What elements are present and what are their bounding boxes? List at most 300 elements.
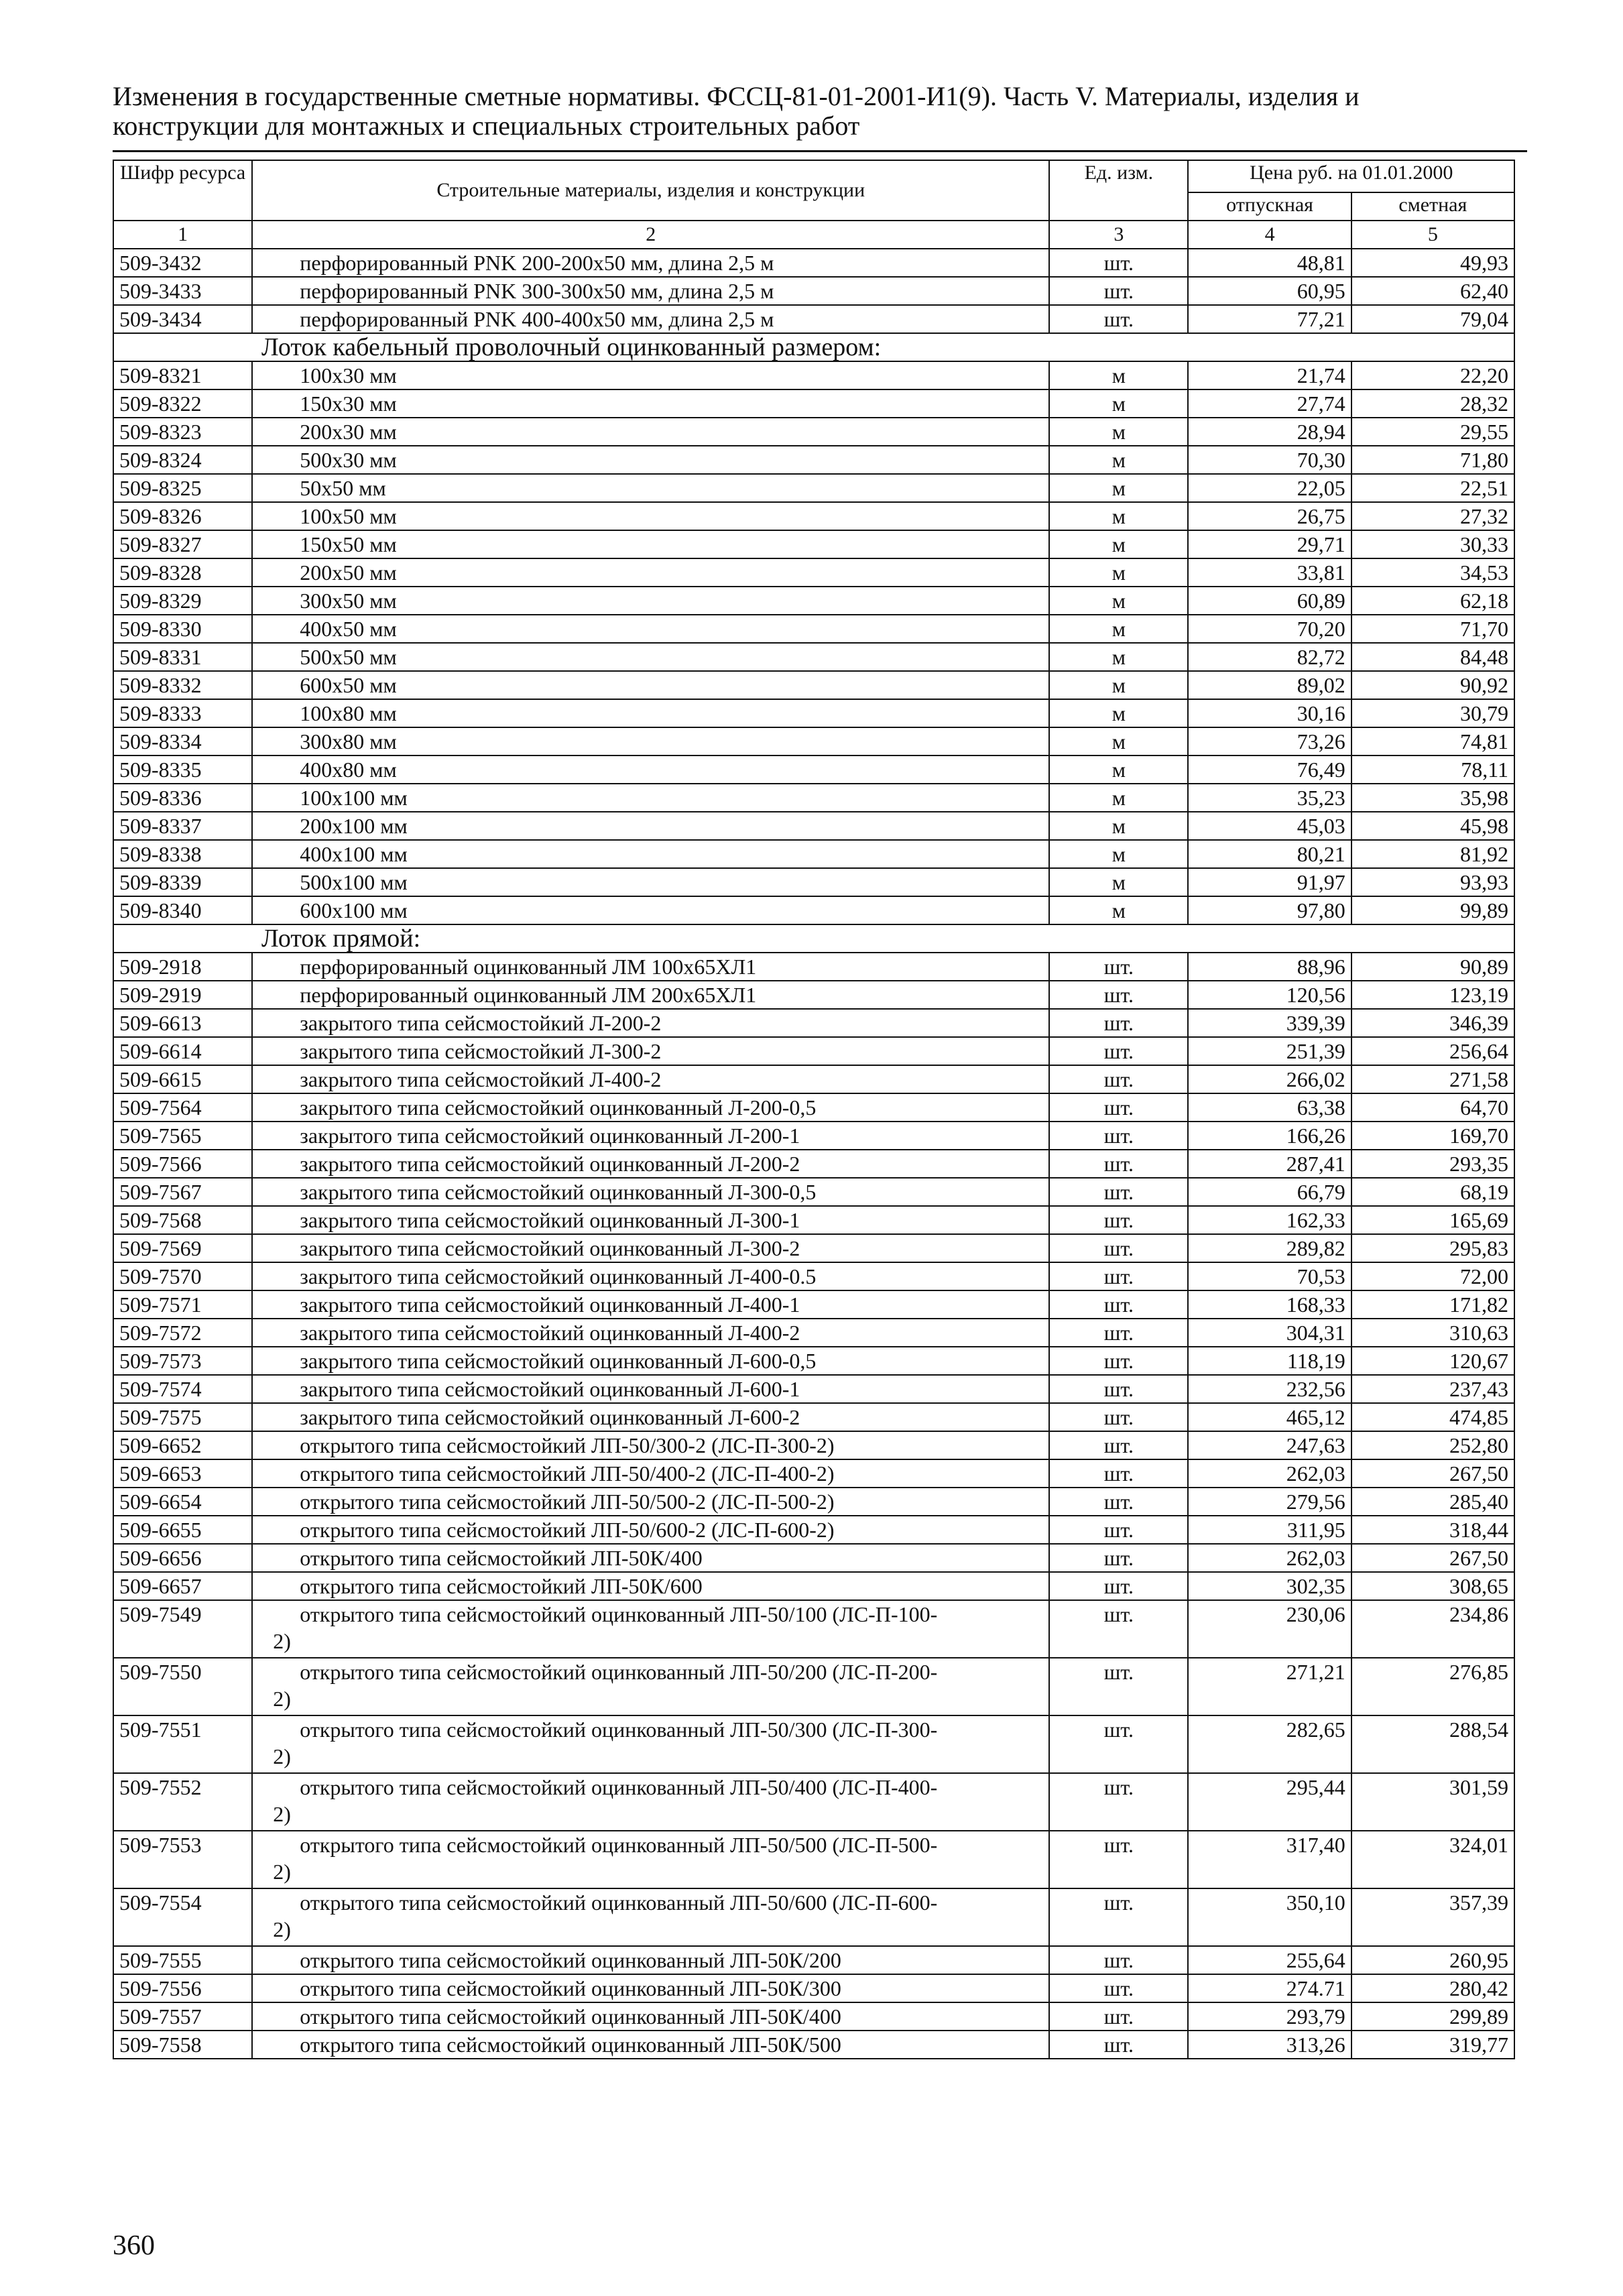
unit: м xyxy=(1049,446,1188,474)
wholesale-price: 29,71 xyxy=(1188,530,1351,558)
item-name-line: открытого типа сейсмостойкий оцинкованный ЛП-50/400 (ЛС-П-400- xyxy=(300,1775,938,1799)
item-name: 500x100 мм xyxy=(252,868,1049,896)
unit: шт. xyxy=(1049,1262,1188,1290)
item-name: закрытого типа сейсмостойкий Л-200-2 xyxy=(252,1009,1049,1037)
resource-code: 509-6654 xyxy=(113,1488,252,1516)
estimate-price: 319,77 xyxy=(1351,2031,1514,2059)
wholesale-price: 28,94 xyxy=(1188,418,1351,446)
item-name xyxy=(252,1831,1049,1888)
estimate-price: 295,83 xyxy=(1351,1234,1514,1262)
table-row xyxy=(113,1600,1514,1658)
col-header-name: Строительные материалы, изделия и конструкции xyxy=(252,160,1049,221)
wholesale-price: 27,74 xyxy=(1188,389,1351,418)
item-name-continuation: 2) xyxy=(273,1802,291,1826)
resource-code: 509-7570 xyxy=(113,1262,252,1290)
col-number: 3 xyxy=(1049,221,1188,249)
unit: м xyxy=(1049,671,1188,699)
unit: шт. xyxy=(1049,1065,1188,1093)
estimate-price: 22,20 xyxy=(1351,361,1514,389)
table-row xyxy=(113,1403,1514,1431)
resource-code: 509-8335 xyxy=(113,756,252,784)
resource-code: 509-8337 xyxy=(113,812,252,840)
unit: м xyxy=(1049,587,1188,615)
unit: шт. xyxy=(1049,1600,1188,1658)
estimate-price: 280,42 xyxy=(1351,1974,1514,2002)
item-name: открытого типа сейсмостойкий ЛП-50/600-2 (ЛС-П-600-2) xyxy=(252,1516,1049,1544)
resource-code: 509-7553 xyxy=(113,1831,252,1888)
wholesale-price: 350,10 xyxy=(1188,1888,1351,1946)
estimate-price: 22,51 xyxy=(1351,474,1514,502)
item-name-continuation: 2) xyxy=(273,1860,291,1884)
wholesale-price: 232,56 xyxy=(1188,1375,1351,1403)
item-name xyxy=(252,1715,1049,1773)
item-name: 100x30 мм xyxy=(252,361,1049,389)
item-name: открытого типа сейсмостойкий ЛП-50/500-2 (ЛС-П-500-2) xyxy=(252,1488,1049,1516)
item-name-continuation: 2) xyxy=(273,1687,291,1711)
item-name: 100x50 мм xyxy=(252,502,1049,530)
section-title: Лоток кабельный проволочный оцинкованный размером: xyxy=(113,333,1514,361)
wholesale-price: 274.71 xyxy=(1188,1974,1351,2002)
resource-code: 509-8321 xyxy=(113,361,252,389)
resource-code: 509-8334 xyxy=(113,727,252,756)
resource-code: 509-7564 xyxy=(113,1093,252,1122)
resource-code: 509-8330 xyxy=(113,615,252,643)
table-row xyxy=(113,2002,1514,2031)
table-row xyxy=(113,896,1514,924)
estimate-price: 28,32 xyxy=(1351,389,1514,418)
estimate-price: 62,40 xyxy=(1351,277,1514,305)
estimate-price: 276,85 xyxy=(1351,1658,1514,1715)
unit: м xyxy=(1049,868,1188,896)
estimate-price: 71,70 xyxy=(1351,615,1514,643)
unit: шт. xyxy=(1049,1347,1188,1375)
unit: шт. xyxy=(1049,277,1188,305)
unit: м xyxy=(1049,558,1188,587)
table-row xyxy=(113,1431,1514,1459)
resource-code: 509-6655 xyxy=(113,1516,252,1544)
item-name-continuation: 2) xyxy=(273,1917,291,1941)
table-row xyxy=(113,1009,1514,1037)
section-row xyxy=(113,333,1514,361)
item-name: закрытого типа сейсмостойкий оцинкованный Л-600-0,5 xyxy=(252,1347,1049,1375)
wholesale-price: 77,21 xyxy=(1188,305,1351,333)
resource-code: 509-7552 xyxy=(113,1773,252,1831)
resource-code: 509-7566 xyxy=(113,1150,252,1178)
resource-code: 509-8325 xyxy=(113,474,252,502)
item-name: перфорированный PNK 300-300x50 мм, длина 2,5 м xyxy=(252,277,1049,305)
estimate-price: 260,95 xyxy=(1351,1946,1514,1974)
resource-code: 509-6653 xyxy=(113,1459,252,1488)
table-row xyxy=(113,1572,1514,1600)
wholesale-price: 302,35 xyxy=(1188,1572,1351,1600)
item-name: 300x50 мм xyxy=(252,587,1049,615)
resource-code: 509-3432 xyxy=(113,249,252,277)
table-row xyxy=(113,643,1514,671)
table-row xyxy=(113,840,1514,868)
section-title: Лоток прямой: xyxy=(113,924,1514,953)
unit: шт. xyxy=(1049,1488,1188,1516)
col-header-estimate: сметная xyxy=(1351,192,1514,221)
table-row xyxy=(113,699,1514,727)
wholesale-price: 35,23 xyxy=(1188,784,1351,812)
wholesale-price: 339,39 xyxy=(1188,1009,1351,1037)
estimate-price: 169,70 xyxy=(1351,1122,1514,1150)
document-header xyxy=(113,82,1527,141)
unit: шт. xyxy=(1049,1178,1188,1206)
unit: м xyxy=(1049,361,1188,389)
unit: шт. xyxy=(1049,1150,1188,1178)
estimate-price: 49,93 xyxy=(1351,249,1514,277)
resource-code: 509-7558 xyxy=(113,2031,252,2059)
item-name-line: открытого типа сейсмостойкий оцинкованный ЛП-50/100 (ЛС-П-100- xyxy=(300,1602,938,1626)
item-name: закрытого типа сейсмостойкий Л-400-2 xyxy=(252,1065,1049,1093)
wholesale-price: 89,02 xyxy=(1188,671,1351,699)
table-row xyxy=(113,249,1514,277)
resource-code: 509-2919 xyxy=(113,981,252,1009)
unit: м xyxy=(1049,615,1188,643)
unit: шт. xyxy=(1049,1234,1188,1262)
unit: шт. xyxy=(1049,1544,1188,1572)
table-row xyxy=(113,502,1514,530)
wholesale-price: 162,33 xyxy=(1188,1206,1351,1234)
wholesale-price: 60,95 xyxy=(1188,277,1351,305)
estimate-price: 34,53 xyxy=(1351,558,1514,587)
estimate-price: 237,43 xyxy=(1351,1375,1514,1403)
item-name: 500x30 мм xyxy=(252,446,1049,474)
item-name xyxy=(252,1773,1049,1831)
table-row xyxy=(113,474,1514,502)
unit: шт. xyxy=(1049,1572,1188,1600)
estimate-price: 27,32 xyxy=(1351,502,1514,530)
resource-code: 509-7574 xyxy=(113,1375,252,1403)
item-name: закрытого типа сейсмостойкий оцинкованный Л-300-1 xyxy=(252,1206,1049,1234)
table-row xyxy=(113,953,1514,981)
estimate-price: 310,63 xyxy=(1351,1319,1514,1347)
item-name: открытого типа сейсмостойкий оцинкованный ЛП-50К/300 xyxy=(252,1974,1049,2002)
item-name: 200x100 мм xyxy=(252,812,1049,840)
item-name: 150x30 мм xyxy=(252,389,1049,418)
table-row xyxy=(113,727,1514,756)
estimate-price: 93,93 xyxy=(1351,868,1514,896)
unit: м xyxy=(1049,389,1188,418)
unit: шт. xyxy=(1049,1122,1188,1150)
header-rule xyxy=(113,150,1527,152)
estimate-price: 271,58 xyxy=(1351,1065,1514,1093)
table-row xyxy=(113,1262,1514,1290)
item-name: открытого типа сейсмостойкий ЛП-50К/600 xyxy=(252,1572,1049,1600)
resource-code: 509-7565 xyxy=(113,1122,252,1150)
item-name: закрытого типа сейсмостойкий оцинкованный Л-300-2 xyxy=(252,1234,1049,1262)
item-name-line: открытого типа сейсмостойкий оцинкованный ЛП-50/200 (ЛС-П-200- xyxy=(300,1660,938,1684)
wholesale-price: 293,79 xyxy=(1188,2002,1351,2031)
resource-code: 509-8338 xyxy=(113,840,252,868)
unit: шт. xyxy=(1049,1888,1188,1946)
resource-code: 509-7571 xyxy=(113,1290,252,1319)
wholesale-price: 118,19 xyxy=(1188,1347,1351,1375)
item-name: открытого типа сейсмостойкий оцинкованный ЛП-50К/400 xyxy=(252,2002,1049,2031)
wholesale-price: 311,95 xyxy=(1188,1516,1351,1544)
estimate-price: 74,81 xyxy=(1351,727,1514,756)
table-row xyxy=(113,756,1514,784)
unit: м xyxy=(1049,474,1188,502)
estimate-price: 30,33 xyxy=(1351,530,1514,558)
unit: шт. xyxy=(1049,1403,1188,1431)
wholesale-price: 22,05 xyxy=(1188,474,1351,502)
estimate-price: 84,48 xyxy=(1351,643,1514,671)
item-name: 500x50 мм xyxy=(252,643,1049,671)
col-number: 1 xyxy=(113,221,252,249)
estimate-price: 267,50 xyxy=(1351,1459,1514,1488)
estimate-price: 81,92 xyxy=(1351,840,1514,868)
col-header-price: Цена руб. на 01.01.2000 xyxy=(1188,160,1514,192)
estimate-price: 165,69 xyxy=(1351,1206,1514,1234)
wholesale-price: 70,20 xyxy=(1188,615,1351,643)
table-row xyxy=(113,1974,1514,2002)
item-name: перфорированный оцинкованный ЛМ 200x65ХЛ1 xyxy=(252,981,1049,1009)
col-header-unit: Ед. изм. xyxy=(1049,160,1188,221)
unit: м xyxy=(1049,699,1188,727)
wholesale-price: 262,03 xyxy=(1188,1459,1351,1488)
resource-code: 509-8324 xyxy=(113,446,252,474)
item-name: открытого типа сейсмостойкий ЛП-50/400-2 (ЛС-П-400-2) xyxy=(252,1459,1049,1488)
resource-code: 509-8331 xyxy=(113,643,252,671)
table-row xyxy=(113,1150,1514,1178)
unit: шт. xyxy=(1049,1773,1188,1831)
estimate-price: 267,50 xyxy=(1351,1544,1514,1572)
item-name xyxy=(252,1658,1049,1715)
wholesale-price: 30,16 xyxy=(1188,699,1351,727)
item-name: 600x100 мм xyxy=(252,896,1049,924)
unit: шт. xyxy=(1049,1093,1188,1122)
resource-code: 509-8340 xyxy=(113,896,252,924)
wholesale-price: 73,26 xyxy=(1188,727,1351,756)
table-row xyxy=(113,389,1514,418)
item-name: 300x80 мм xyxy=(252,727,1049,756)
wholesale-price: 262,03 xyxy=(1188,1544,1351,1572)
estimate-price: 474,85 xyxy=(1351,1403,1514,1431)
table-row xyxy=(113,1178,1514,1206)
wholesale-price: 289,82 xyxy=(1188,1234,1351,1262)
wholesale-price: 26,75 xyxy=(1188,502,1351,530)
resource-code: 509-7572 xyxy=(113,1319,252,1347)
resource-code: 509-7551 xyxy=(113,1715,252,1773)
resource-code: 509-6657 xyxy=(113,1572,252,1600)
item-name: закрытого типа сейсмостойкий оцинкованный Л-400-0.5 xyxy=(252,1262,1049,1290)
estimate-price: 78,11 xyxy=(1351,756,1514,784)
resource-code: 509-7550 xyxy=(113,1658,252,1715)
col-number: 4 xyxy=(1188,221,1351,249)
wholesale-price: 88,96 xyxy=(1188,953,1351,981)
wholesale-price: 70,30 xyxy=(1188,446,1351,474)
table-row xyxy=(113,1544,1514,1572)
estimate-price: 293,35 xyxy=(1351,1150,1514,1178)
header-line-1: Изменения в государственные сметные нормативы. ФССЦ-81-01-2001-И1(9). Часть V. Материалы, изделия и xyxy=(113,81,1360,111)
table-row xyxy=(113,530,1514,558)
wholesale-price: 168,33 xyxy=(1188,1290,1351,1319)
col-number: 5 xyxy=(1351,221,1514,249)
resource-code: 509-6615 xyxy=(113,1065,252,1093)
wholesale-price: 317,40 xyxy=(1188,1831,1351,1888)
item-name-line: открытого типа сейсмостойкий оцинкованный ЛП-50/300 (ЛС-П-300- xyxy=(300,1717,938,1742)
unit: м xyxy=(1049,896,1188,924)
item-name: 200x30 мм xyxy=(252,418,1049,446)
item-name: закрытого типа сейсмостойкий оцинкованный Л-400-1 xyxy=(252,1290,1049,1319)
unit: шт. xyxy=(1049,1037,1188,1065)
item-name: закрытого типа сейсмостойкий оцинкованный Л-200-2 xyxy=(252,1150,1049,1178)
resource-code: 509-8326 xyxy=(113,502,252,530)
wholesale-price: 120,56 xyxy=(1188,981,1351,1009)
resource-code: 509-8322 xyxy=(113,389,252,418)
unit: шт. xyxy=(1049,953,1188,981)
resource-code: 509-8332 xyxy=(113,671,252,699)
unit: шт. xyxy=(1049,2002,1188,2031)
estimate-price: 79,04 xyxy=(1351,305,1514,333)
unit: м xyxy=(1049,530,1188,558)
item-name xyxy=(252,1600,1049,1658)
unit: шт. xyxy=(1049,249,1188,277)
table-row xyxy=(113,1831,1514,1888)
wholesale-price: 282,65 xyxy=(1188,1715,1351,1773)
col-header-wholesale: отпускная xyxy=(1188,192,1351,221)
resource-code: 509-6613 xyxy=(113,1009,252,1037)
table-row xyxy=(113,615,1514,643)
unit: шт. xyxy=(1049,1658,1188,1715)
table-row xyxy=(113,1946,1514,1974)
estimate-price: 234,86 xyxy=(1351,1600,1514,1658)
item-name: 100x100 мм xyxy=(252,784,1049,812)
estimate-price: 120,67 xyxy=(1351,1347,1514,1375)
estimate-price: 29,55 xyxy=(1351,418,1514,446)
wholesale-price: 247,63 xyxy=(1188,1431,1351,1459)
item-name: 50x50 мм xyxy=(252,474,1049,502)
wholesale-price: 287,41 xyxy=(1188,1150,1351,1178)
table-row xyxy=(113,812,1514,840)
resource-code: 509-8333 xyxy=(113,699,252,727)
item-name: перфорированный PNK 400-400x50 мм, длина 2,5 м xyxy=(252,305,1049,333)
wholesale-price: 66,79 xyxy=(1188,1178,1351,1206)
estimate-price: 252,80 xyxy=(1351,1431,1514,1459)
item-name: открытого типа сейсмостойкий ЛП-50/300-2 (ЛС-П-300-2) xyxy=(252,1431,1049,1459)
resource-code: 509-6614 xyxy=(113,1037,252,1065)
unit: шт. xyxy=(1049,1831,1188,1888)
wholesale-price: 48,81 xyxy=(1188,249,1351,277)
wholesale-price: 255,64 xyxy=(1188,1946,1351,1974)
unit: м xyxy=(1049,756,1188,784)
resource-code: 509-8328 xyxy=(113,558,252,587)
table-row xyxy=(113,418,1514,446)
wholesale-price: 33,81 xyxy=(1188,558,1351,587)
estimate-price: 285,40 xyxy=(1351,1488,1514,1516)
item-name xyxy=(252,1888,1049,1946)
estimate-price: 299,89 xyxy=(1351,2002,1514,2031)
estimate-price: 357,39 xyxy=(1351,1888,1514,1946)
wholesale-price: 295,44 xyxy=(1188,1773,1351,1831)
unit: м xyxy=(1049,784,1188,812)
table-row xyxy=(113,981,1514,1009)
item-name: закрытого типа сейсмостойкий оцинкованный Л-200-1 xyxy=(252,1122,1049,1150)
item-name: закрытого типа сейсмостойкий оцинкованный Л-300-0,5 xyxy=(252,1178,1049,1206)
table-row xyxy=(113,277,1514,305)
item-name: открытого типа сейсмостойкий оцинкованный ЛП-50К/500 xyxy=(252,2031,1049,2059)
estimate-price: 64,70 xyxy=(1351,1093,1514,1122)
item-name: 400x100 мм xyxy=(252,840,1049,868)
unit: м xyxy=(1049,643,1188,671)
estimate-price: 318,44 xyxy=(1351,1516,1514,1544)
unit: шт. xyxy=(1049,305,1188,333)
resource-code: 509-7568 xyxy=(113,1206,252,1234)
table-row xyxy=(113,1658,1514,1715)
item-name: перфорированный PNK 200-200x50 мм, длина 2,5 м xyxy=(252,249,1049,277)
estimate-price: 346,39 xyxy=(1351,1009,1514,1037)
item-name: 100x80 мм xyxy=(252,699,1049,727)
wholesale-price: 465,12 xyxy=(1188,1403,1351,1431)
unit: м xyxy=(1049,727,1188,756)
table-row xyxy=(113,446,1514,474)
wholesale-price: 63,38 xyxy=(1188,1093,1351,1122)
unit: м xyxy=(1049,418,1188,446)
resource-code: 509-6652 xyxy=(113,1431,252,1459)
item-name: открытого типа сейсмостойкий оцинкованный ЛП-50К/200 xyxy=(252,1946,1049,1974)
price-table xyxy=(113,160,1515,2059)
item-name: 200x50 мм xyxy=(252,558,1049,587)
unit: м xyxy=(1049,502,1188,530)
unit: м xyxy=(1049,812,1188,840)
item-name: 600x50 мм xyxy=(252,671,1049,699)
estimate-price: 90,89 xyxy=(1351,953,1514,981)
resource-code: 509-7555 xyxy=(113,1946,252,1974)
estimate-price: 123,19 xyxy=(1351,981,1514,1009)
resource-code: 509-7549 xyxy=(113,1600,252,1658)
item-name-line: открытого типа сейсмостойкий оцинкованный ЛП-50/600 (ЛС-П-600- xyxy=(300,1890,938,1915)
table-row xyxy=(113,1459,1514,1488)
estimate-price: 72,00 xyxy=(1351,1262,1514,1290)
unit: шт. xyxy=(1049,981,1188,1009)
table-row xyxy=(113,1773,1514,1831)
table-row xyxy=(113,1888,1514,1946)
item-name: закрытого типа сейсмостойкий оцинкованный Л-600-1 xyxy=(252,1375,1049,1403)
table-row xyxy=(113,1516,1514,1544)
table-row xyxy=(113,1206,1514,1234)
item-name: 150x50 мм xyxy=(252,530,1049,558)
estimate-price: 45,98 xyxy=(1351,812,1514,840)
item-name: закрытого типа сейсмостойкий оцинкованный Л-400-2 xyxy=(252,1319,1049,1347)
resource-code: 509-8327 xyxy=(113,530,252,558)
wholesale-price: 91,97 xyxy=(1188,868,1351,896)
resource-code: 509-7556 xyxy=(113,1974,252,2002)
wholesale-price: 70,53 xyxy=(1188,1262,1351,1290)
table-row xyxy=(113,1093,1514,1122)
resource-code: 509-2918 xyxy=(113,953,252,981)
item-name-continuation: 2) xyxy=(273,1744,291,1768)
wholesale-price: 271,21 xyxy=(1188,1658,1351,1715)
table-row xyxy=(113,361,1514,389)
wholesale-price: 45,03 xyxy=(1188,812,1351,840)
resource-code: 509-8336 xyxy=(113,784,252,812)
table-row xyxy=(113,1319,1514,1347)
table-row xyxy=(113,1488,1514,1516)
estimate-price: 324,01 xyxy=(1351,1831,1514,1888)
table-row xyxy=(113,1375,1514,1403)
table-row xyxy=(113,784,1514,812)
resource-code: 509-7557 xyxy=(113,2002,252,2031)
table-body xyxy=(113,249,1514,2059)
estimate-price: 308,65 xyxy=(1351,1572,1514,1600)
wholesale-price: 279,56 xyxy=(1188,1488,1351,1516)
table-row xyxy=(113,1290,1514,1319)
resource-code: 509-7567 xyxy=(113,1178,252,1206)
estimate-price: 30,79 xyxy=(1351,699,1514,727)
header-line-2: конструкции для монтажных и специальных строительных работ xyxy=(113,111,860,141)
